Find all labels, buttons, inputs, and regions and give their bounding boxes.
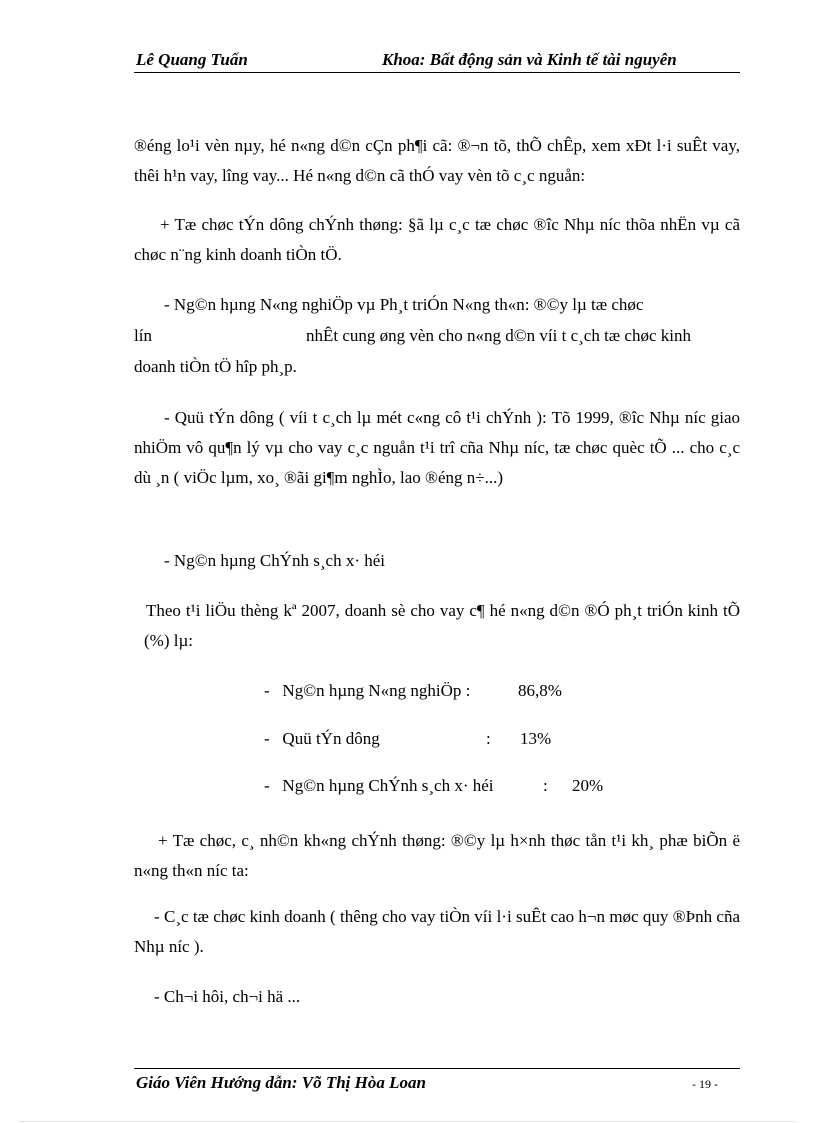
- paragraph-1: ®éng lo¹i vèn nµy, hé n«ng d©n cÇn ph¶i cã: ®¬n tõ, thÕ chÊp, xem xÐt l·i suÊt vay, thêi h¹n vay, lîng vay... Hé n«ng d©n cã thÓ vay vèn tõ c¸c nguån:: [134, 136, 740, 185]
- stat-item: [264, 771, 494, 801]
- paragraph-statistics-intro: Theo t¹i liÖu thèng kª 2007, doanh sè cho vay c¶ hé n«ng d©n ®Ó ph¸t triÓn kinh tÕ (%) lµ:: [144, 601, 740, 650]
- paragraph-agribank-word: lín: [134, 326, 152, 345]
- stat-separator: :: [543, 776, 548, 795]
- stat-label: Ng©n hµng ChÝnh s¸ch x· héi: [282, 776, 494, 795]
- stat-value: 86,8%: [518, 681, 562, 700]
- header-faculty: Khoa: Bất động sản và Kinh tế tài nguyên: [382, 50, 677, 69]
- stat-value: 20%: [572, 776, 604, 795]
- stat-item: [264, 724, 380, 754]
- stat-dash: -: [264, 776, 270, 795]
- stat-separator: :: [486, 729, 491, 748]
- paragraph-credit-fund: - Quü tÝn dông ( víi t c¸ch lµ mét c«ng cô t¹i chÝnh ): Tõ 1999, ®îc Nhµ níc giao nhiÖm vô qu¶n lý vµ cho vay c¸c nguån t¹i trî cña Nhµ níc, tæ chøc quèc tÕ ... cho c¸c dù ¸n ( viÖc lµm, xo¸ ®ãi gi¶m nghÌo, lao ®éng n÷...): [134, 408, 740, 487]
- paragraph-credit-formal: + Tæ chøc tÝn dông chÝnh thøng: §ã lµ c¸c tæ chøc ®îc Nhµ níc thõa nhËn vµ cã chøc n¨ng kinh doanh tiÒn tÖ.: [134, 215, 740, 264]
- footer-teacher: Giáo Viên Hướng dẫn: Võ Thị Hòa Loan: [136, 1073, 426, 1092]
- stat-value: 13%: [520, 729, 552, 748]
- stat-item: [264, 676, 470, 706]
- header-author: Lê Quang Tuấn: [136, 50, 248, 69]
- page-edge-divider: [20, 1121, 796, 1122]
- paragraph-agribank-line1: - Ng©n hµng N«ng nghiÖp vµ Ph¸t triÓn N«ng th«n: ®©y lµ tæ chøc: [164, 295, 644, 314]
- paragraph-agribank-line3: doanh tiÒn tÖ hîp ph¸p.: [134, 357, 297, 376]
- footer-rule: [134, 1068, 740, 1069]
- paragraph-informal-credit: + Tæ chøc, c¸ nh©n kh«ng chÝnh thøng: ®©y lµ h×nh thøc tån t¹i kh¸ phæ biÕn ë n«ng th«n níc ta:: [134, 831, 740, 880]
- stat-label: Quü tÝn dông: [282, 729, 380, 748]
- paragraph-business-lenders: - C¸c tæ chøc kinh doanh ( thêng cho vay tiÒn víi l·i suÊt cao h¬n møc quy ®Þnh cña Nhµ níc ).: [134, 907, 740, 956]
- stat-dash: -: [264, 729, 270, 748]
- paragraph-rotating-credit: - Ch¬i hôi, ch¬i hä ...: [154, 987, 301, 1006]
- page-number: - 19 -: [692, 1077, 718, 1091]
- stat-dash: -: [264, 681, 270, 700]
- paragraph-policy-bank: - Ng©n hµng ChÝnh s¸ch x· héi: [164, 551, 386, 570]
- paragraph-agribank-line2: nhÊt cung øng vèn cho n«ng d©n víi t c¸ch tæ chøc kinh: [306, 326, 691, 345]
- stat-label: Ng©n hµng N«ng nghiÖp :: [282, 681, 471, 700]
